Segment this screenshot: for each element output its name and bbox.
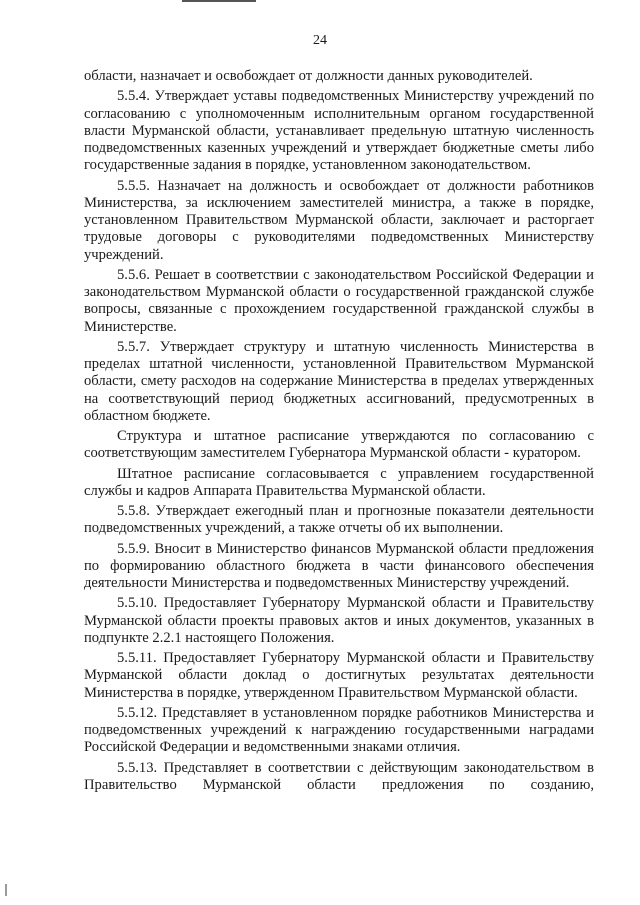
paragraph-5-5-6: 5.5.6. Решает в соответствии с законодательством Российской Федерации и законодательством Мурманской области о государственной гражданской службе вопросы, связанные с прохождением государственной гражданской службы в Министерстве.: [84, 266, 594, 335]
paragraph-5-5-4: 5.5.4. Утверждает уставы подведомственных Министерству учреждений по согласованию с уполномоченным исполнительным органом государственной власти Мурманской области, устанавливает предельную штатную численность подведомственных казенных учреждений и утверждает бюджетные сметы либо государственные задания в порядке, установленном законодательством.: [84, 88, 594, 174]
paragraph-5-5-13: 5.5.13. Представляет в соответствии с действующим законодательством в Правительство Мурманской области предложения по созданию,: [84, 759, 594, 793]
paragraph-5-5-7: 5.5.7. Утверждает структуру и штатную численность Министерства в пределах штатной численности, установленной Правительством Мурманской области, смету расходов на содержание Министерства в пределах утвержденных на соответствующий период бюджетных ассигнований, предусмотренных в областном бюджете.: [84, 338, 594, 424]
paragraph-5-5-11: 5.5.11. Предоставляет Губернатору Мурманской области и Правительству Мурманской области доклад о достигнутых результатах деятельности Министерства в порядке, утвержденном Правительством Мурманской области.: [84, 650, 594, 701]
paragraph-staff-schedule: Штатное расписание согласовывается с управлением государственной службы и кадров Аппарата Правительства Мурманской области.: [84, 465, 594, 499]
paragraph-5-5-12: 5.5.12. Представляет в установленном порядке работников Министерства и подведомственных учреждений к награждению государственными наградами Российской Федерации и ведомственными знаками отличия.: [84, 704, 594, 756]
paragraph-structure-approval: Структура и штатное расписание утверждаются по согласованию с соответствующим заместителем Губернатора Мурманской области - куратором.: [84, 428, 594, 462]
scan-edge-mark: [5, 884, 7, 896]
paragraph-5-5-5: 5.5.5. Назначает на должность и освобождает от должности работников Министерства, за исключением заместителей министра, а также в порядке, установленном Правительством Мурманской области, заключает и расторгает трудовые договоры с руководителями подведомственных Министерству учреждений.: [84, 177, 594, 263]
document-body: [84, 68, 594, 797]
page-number: 24: [313, 33, 327, 48]
paragraph-continuation: области, назначает и освобождает от должности данных руководителей.: [84, 68, 533, 84]
paragraph-5-5-8: 5.5.8. Утверждает ежегодный план и прогнозные показатели деятельности подведомственных учреждений, а также отчеты об их выполнении.: [84, 503, 594, 537]
top-rule: [182, 0, 256, 2]
paragraph-5-5-10: 5.5.10. Предоставляет Губернатору Мурманской области и Правительству Мурманской области проекты правовых актов и иных документов, указанных в подпункте 2.2.1 настоящего Положения.: [84, 595, 594, 646]
paragraph-5-5-9: 5.5.9. Вносит в Министерство финансов Мурманской области предложения по формированию областного бюджета в части финансового обеспечения деятельности Министерства и подведомственных Министерству учреждений.: [84, 540, 594, 591]
